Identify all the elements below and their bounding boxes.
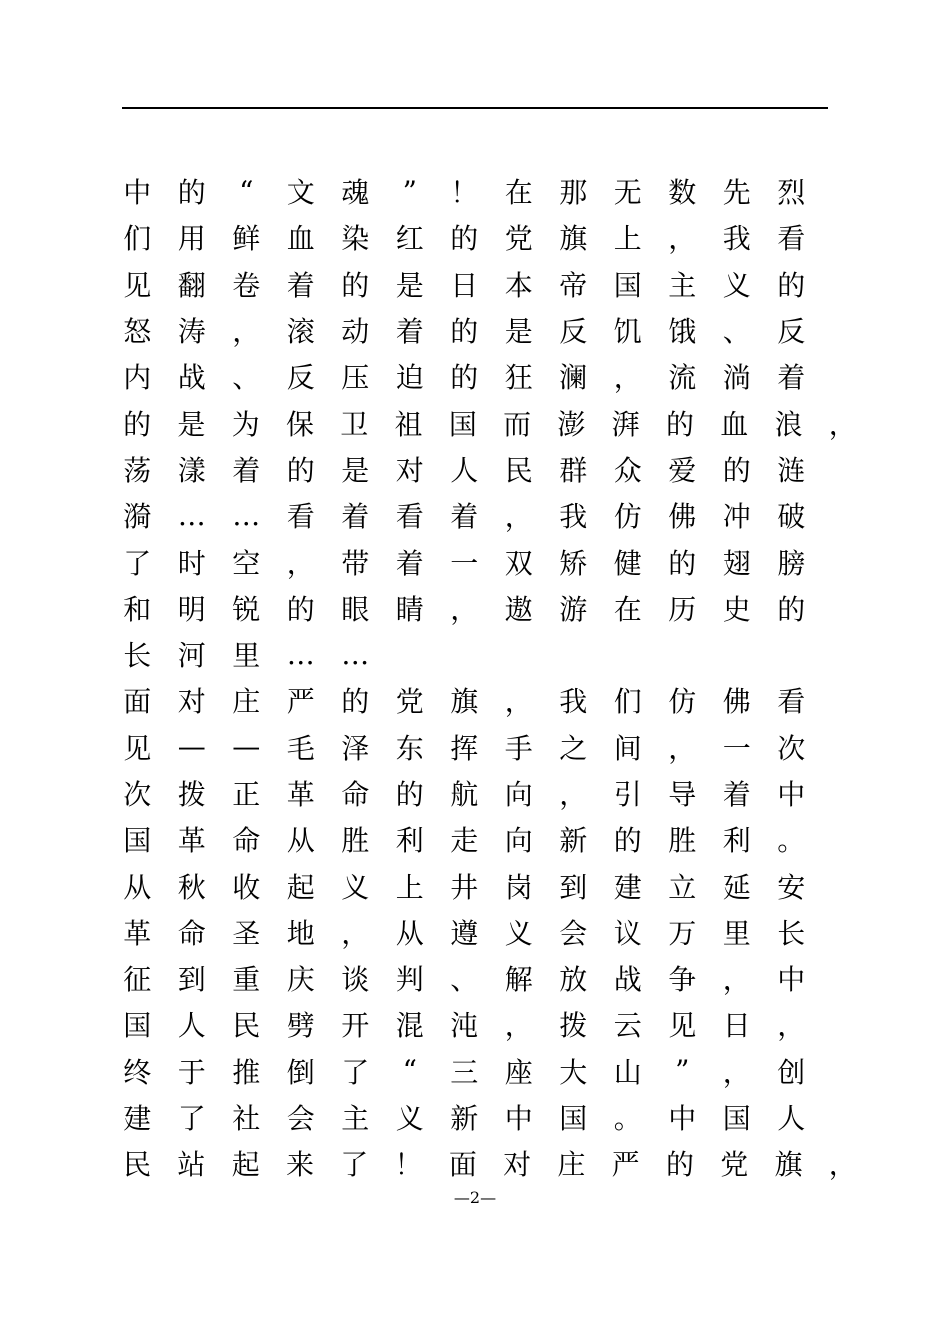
- text-line: 内 战 、 反 压 迫 的 狂 澜 ， 流 淌 着: [123, 361, 806, 395]
- body-text: [110, 168, 870, 1187]
- text-line: 见 — — 毛 泽 东 挥 手 之 间 ， 一 次: [123, 730, 806, 765]
- text-line: 和 明 锐 的 眼 睛 ， 遨 游 在 历 史 的: [123, 592, 806, 626]
- text-line: 见 翻 卷 着 的 是 日 本 帝 国 主 义 的: [123, 268, 806, 302]
- text-line: 们 用 鲜 血 染 红 的 党 旗 上 ， 我 看: [123, 222, 806, 256]
- text-line: 终 于 推 倒 了 “ 三 座 大 山 ” ， 创: [123, 1054, 806, 1089]
- text-line: 中 的 “ 文 魂 ” ！ 在 那 无 数 先 烈: [123, 174, 806, 210]
- text-line: 国 革 命 从 胜 利 走 向 新 的 胜 利 。: [123, 824, 806, 858]
- text-line: 长 河 里 … …: [123, 637, 370, 673]
- text-line: 面 对 庄 严 的 党 旗 ， 我 们 仿 佛 看: [123, 685, 806, 719]
- text-line: 漪 … … 看 着 看 着 ， 我 仿 佛 冲 破: [123, 498, 806, 534]
- text-line: 荡 漾 着 的 是 对 人 民 群 众 爱 的 涟: [123, 453, 806, 487]
- text-line: 革 命 圣 地 ， 从 遵 义 会 议 万 里 长: [123, 916, 806, 950]
- text-line: 征 到 重 庆 谈 判 、 解 放 战 争 ， 中: [123, 963, 806, 997]
- text-line: 了 时 空 ， 带 着 一 双 矫 健 的 翅 膀: [123, 546, 806, 580]
- text-line: 民 站 起 来 了 ！ 面 对 庄 严 的 党 旗 ，: [123, 1148, 857, 1182]
- header-rule: [122, 107, 828, 109]
- text-line: 建 了 社 会 主 义 新 中 国 。 中 国 人: [123, 1102, 806, 1136]
- text-line: 次 拨 正 革 命 的 航 向 ， 引 导 着 中: [123, 778, 806, 811]
- text-line: 从 秋 收 起 义 上 井 岗 到 建 立 延 安: [123, 870, 806, 904]
- text-line: 国 人 民 劈 开 混 沌 ， 拨 云 见 日 ，: [123, 1009, 806, 1043]
- text-line: 怒 涛 ， 滚 动 着 的 是 反 饥 饿 、 反: [123, 315, 806, 349]
- text-line: 的 是 为 保 卫 祖 国 而 澎 湃 的 血 浪 ，: [123, 407, 857, 441]
- page-number: —2—: [453, 1188, 497, 1207]
